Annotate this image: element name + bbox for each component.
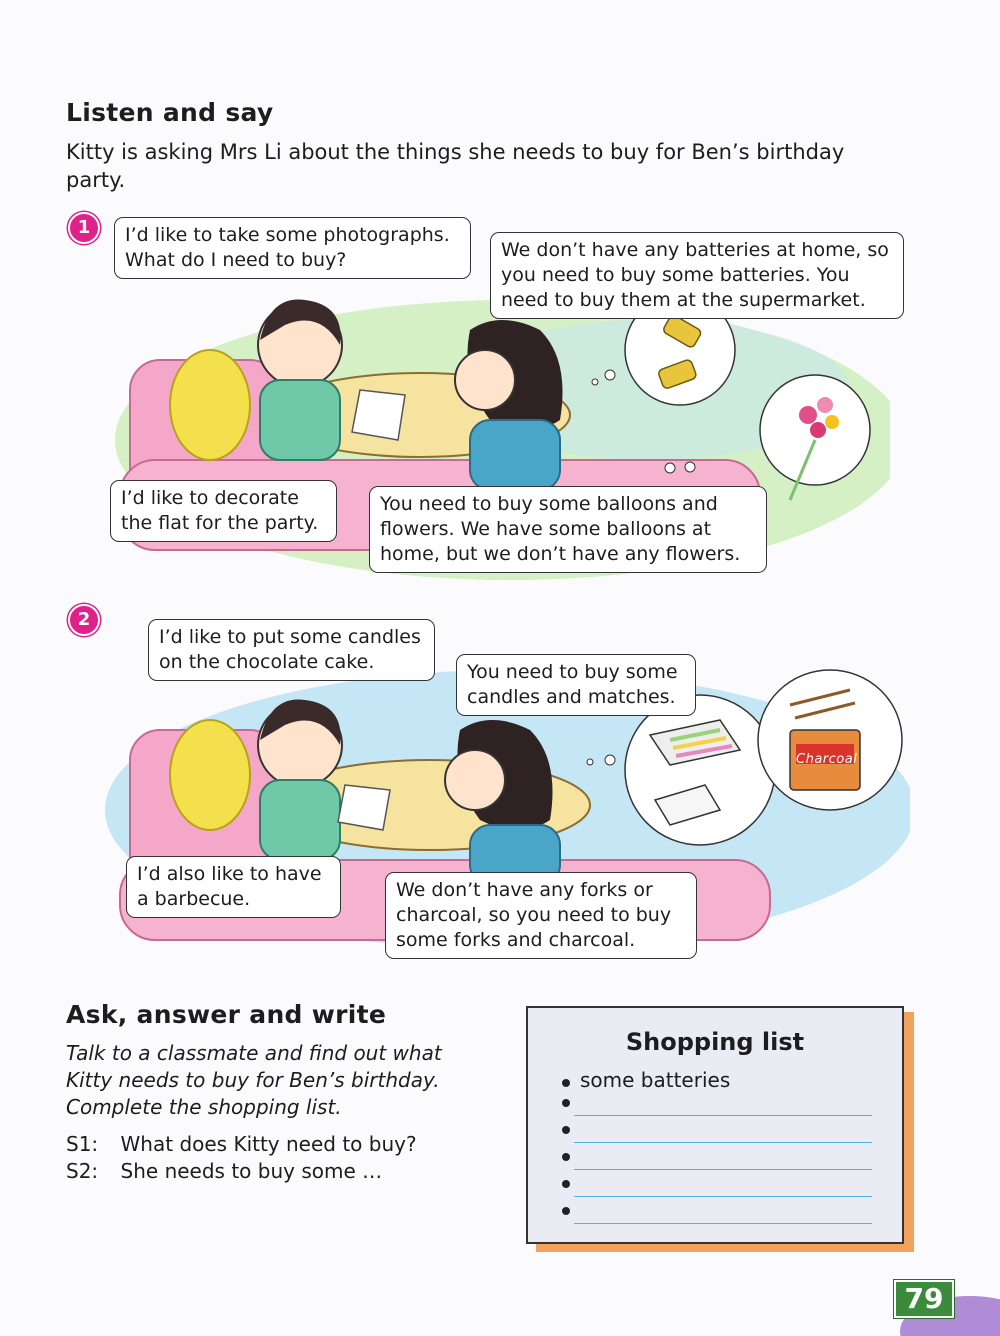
shopping-list-title: Shopping list bbox=[625, 1028, 805, 1056]
speech-bubble-kitty-decorate: I’d like to decorate the flat for the party. bbox=[110, 480, 337, 542]
speech-bubble-mrsli-forks: We don’t have any forks or charcoal, so you need to buy some forks and charcoal. bbox=[385, 872, 697, 959]
dialogue-s1 bbox=[66, 1131, 417, 1158]
bullet-icon bbox=[562, 1180, 570, 1188]
section-heading-ask: Ask, answer and write bbox=[66, 1000, 387, 1029]
speech-bubble-mrsli-candles: You need to buy some candles and matches. bbox=[456, 654, 696, 716]
scene-number-1: 1 bbox=[68, 212, 100, 244]
scene-number-2: 2 bbox=[68, 604, 100, 636]
speech-bubble-kitty-candles: I’d like to put some candles on the chocolate cake. bbox=[148, 619, 435, 681]
shopping-list-blank-line[interactable] bbox=[562, 1171, 872, 1197]
section-heading-listen: Listen and say bbox=[66, 98, 274, 127]
bullet-icon bbox=[562, 1079, 570, 1087]
bullet-icon bbox=[562, 1153, 570, 1161]
speech-bubble-kitty-barbecue: I’d also like to have a barbecue. bbox=[126, 856, 341, 918]
speaker-label-s1: S1: bbox=[66, 1132, 99, 1156]
shopping-list-card bbox=[526, 1006, 904, 1244]
shopping-list-blank-line[interactable] bbox=[562, 1090, 872, 1116]
charcoal-bag-label: Charcoal bbox=[796, 752, 858, 767]
task-instructions: Talk to a classmate and find out what Kitty needs to buy for Ben’s birthday. Complete the shopping list. bbox=[66, 1041, 442, 1119]
speech-bubble-mrsli-batteries: We don’t have any batteries at home, so you need to buy some batteries. You need to buy them at the supermarket. bbox=[490, 232, 904, 319]
dialogue-s2 bbox=[66, 1158, 382, 1185]
dialogue-line-s1: What does Kitty need to buy? bbox=[120, 1132, 417, 1156]
shopping-list-blank-line[interactable] bbox=[562, 1144, 872, 1170]
shopping-list-blank-line[interactable] bbox=[562, 1117, 872, 1143]
speech-bubble-mrsli-balloons: You need to buy some balloons and flowers. We have some balloons at home, but we don’t have any flowers. bbox=[369, 486, 767, 573]
shopping-list-blank-line[interactable] bbox=[562, 1198, 872, 1224]
bullet-icon bbox=[562, 1126, 570, 1134]
speaker-label-s2: S2: bbox=[66, 1159, 99, 1183]
speech-bubble-kitty-photographs: I’d like to take some photographs. What do I need to buy? bbox=[114, 217, 471, 279]
intro-text: Kitty is asking Mrs Li about the things she needs to buy for Ben’s birthday party. bbox=[66, 140, 845, 192]
shopping-list-item-text: some batteries bbox=[580, 1068, 731, 1092]
bullet-icon bbox=[562, 1099, 570, 1107]
page-number: 79 bbox=[894, 1280, 954, 1318]
bullet-icon bbox=[562, 1207, 570, 1215]
dialogue-line-s2: She needs to buy some … bbox=[120, 1159, 383, 1183]
